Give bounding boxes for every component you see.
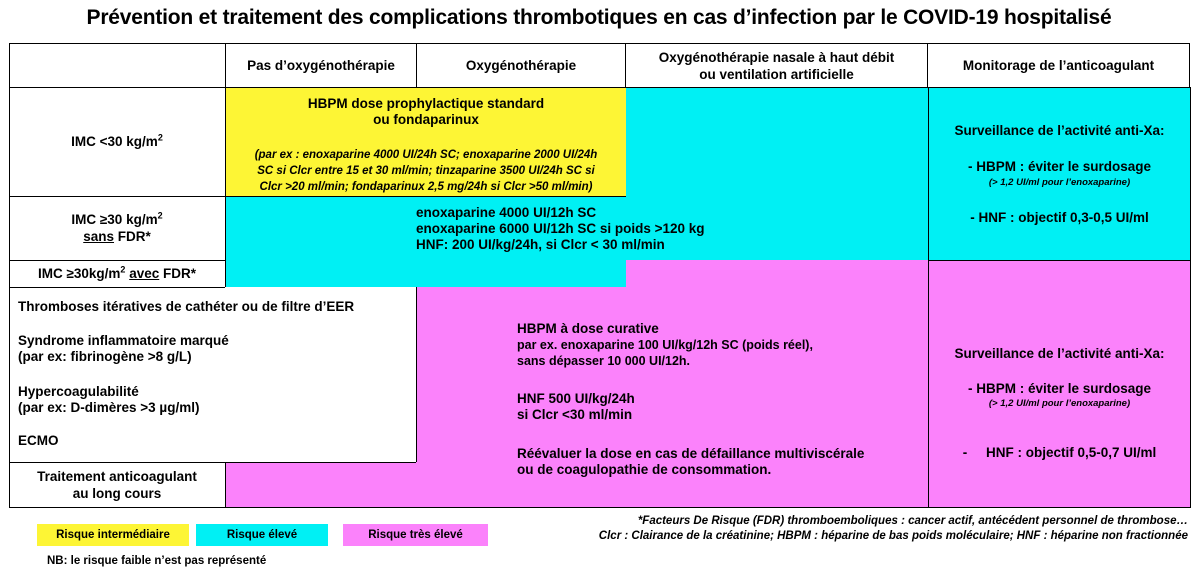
header-oxygen: Oxygénothérapie	[416, 43, 626, 88]
yellow-detail-line1: (par ex : enoxaparine 4000 UI/24h SC; enoxaparine 2000 UI/24h	[254, 149, 598, 161]
page-title: Prévention et traitement des complications thrombotiques en cas d’infection par le COVID-19 hospitalisé	[86, 6, 1112, 29]
row-imc-over-30-with-line	[38, 265, 196, 282]
risk-very-high-area	[416, 287, 928, 462]
pink-line1: HBPM à dose curative	[517, 321, 659, 336]
pink-line6: Réévaluer la dose en cas de défaillance multiviscérale	[517, 446, 865, 461]
pink-line7: ou de coagulopathie de consommation.	[517, 462, 772, 477]
cyan-line3: HNF: 200 UI/kg/24h, si Clcr < 30 ml/min	[416, 237, 665, 252]
criteria-ecmo: ECMO	[18, 433, 59, 448]
pink-line5: si Clcr <30 ml/min	[517, 407, 633, 422]
footnote-risk-factors: *Facteurs De Risque (FDR) thromboemboliques : cancer actif, antécédent personnel de thrombose…	[637, 515, 1188, 527]
row-long-term-line1: Traitement anticoagulant	[37, 468, 197, 484]
grid-line	[9, 287, 225, 288]
legend-high: Risque élevé	[196, 524, 328, 546]
monitor-bottom-line4: - HNF : objectif 0,5-0,7 UI/ml	[962, 445, 1157, 460]
header-high-flow-line2: ou ventilation artificielle	[699, 66, 854, 82]
cyan-line1: enoxaparine 4000 UI/12h SC	[416, 205, 597, 220]
underlined-avec: avec	[129, 266, 160, 281]
fdr-text: FDR*	[159, 266, 196, 281]
monitor-bottom-line3: (> 1,2 UI/ml pour l’enoxaparine)	[988, 398, 1131, 409]
yellow-detail-line2: SC si Clcr entre 15 et 30 ml/min; tinzaparine 3500 UI/24h SC si	[257, 165, 595, 177]
footnote-abbreviations: Clcr : Clairance de la créatinine; HBPM : héparine de bas poids moléculaire; HNF : héparine non fractionnée	[598, 530, 1188, 542]
criteria-hypercoag: Hypercoagulabilité	[18, 384, 139, 399]
header-high-flow-line1: Oxygénothérapie nasale à haut débit	[658, 49, 895, 65]
row-imc-over-30-without-rf	[9, 196, 225, 260]
yellow-title-line1: HBPM dose prophylactique standard	[307, 96, 545, 111]
grid-line	[9, 462, 416, 463]
legend-intermediate: Risque intermédiaire	[37, 524, 189, 546]
risk-high-area-top	[626, 87, 928, 196]
underlined-sans: sans	[83, 229, 115, 244]
row-imc-under-30-label	[71, 133, 163, 150]
criteria-hypercoag-detail: (par ex: D-dimères >3 µg/ml)	[18, 400, 200, 415]
risk-very-high-area-top	[626, 260, 928, 287]
criteria-catheter: Thromboses itératives de cathéter ou de filtre d’EER	[18, 299, 355, 314]
yellow-detail-line3: Clcr >20 ml/min; fondaparinux 2,5 mg/24h si Clcr >50 ml/min)	[259, 181, 593, 193]
grid-line	[9, 260, 225, 261]
monitor-top-line3: (> 1,2 UI/ml pour l’enoxaparine)	[988, 177, 1131, 188]
pink-line4: HNF 500 UI/kg/24h	[517, 391, 635, 406]
row-imc-over-30-without-line1	[71, 211, 162, 228]
header-monitoring: Monitorage de l’anticoagulant	[927, 43, 1190, 88]
cyan-line2: enoxaparine 6000 UI/12h SC si poids >120 kg	[416, 221, 705, 236]
grid-line	[225, 462, 226, 507]
note-low-risk: NB: le risque faible n’est pas représenté	[47, 555, 267, 567]
grid-line	[9, 196, 626, 197]
yellow-title-line2: ou fondaparinux	[373, 112, 479, 127]
row-long-term-line2: au long cours	[72, 485, 162, 501]
header-empty-cell	[9, 43, 226, 88]
row-imc-over-30-without-text: IMC ≥30 kg/m	[71, 212, 158, 227]
grid-line	[9, 87, 10, 508]
grid-line	[928, 260, 1190, 261]
row-long-term-anticoagulant	[9, 462, 225, 507]
monitor-bottom-line2: - HBPM : éviter le surdosage	[967, 381, 1152, 396]
monitor-top-line1: Surveillance de l’activité anti-Xa:	[954, 123, 1165, 138]
monitor-top-line4: - HNF : objectif 0,3-0,5 UI/ml	[970, 210, 1149, 225]
risk-high-area-bottom	[225, 260, 626, 287]
grid-line	[9, 87, 1190, 88]
grid-line	[9, 507, 1191, 508]
monitor-top-line2: - HBPM : éviter le surdosage	[967, 159, 1152, 174]
pink-line3: sans dépasser 10 000 UI/12h.	[517, 354, 691, 368]
criteria-inflammatory: Syndrome inflammatoire marqué	[18, 333, 229, 348]
header-high-flow	[625, 43, 928, 88]
header-no-oxygen: Pas d’oxygénothérapie	[225, 43, 417, 88]
grid-line	[416, 287, 417, 462]
row-imc-under-30	[9, 87, 225, 196]
pink-line2: par ex. enoxaparine 100 UI/kg/12h SC (poids réel),	[517, 338, 813, 352]
legend-very-high: Risque très élevé	[343, 524, 488, 546]
monitor-bottom-line1: Surveillance de l’activité anti-Xa:	[954, 346, 1165, 361]
grid-line	[1190, 87, 1191, 508]
row-imc-under-30-text: IMC <30 kg/m	[71, 134, 158, 149]
row-imc-over-30-with-text: IMC ≥30kg/m	[37, 266, 121, 281]
criteria-inflammatory-detail: (par ex: fibrinogène >8 g/L)	[18, 349, 192, 364]
row-imc-over-30-with-rf	[9, 260, 225, 287]
fdr-text: FDR*	[114, 229, 151, 244]
superscript-2: 2	[157, 132, 163, 143]
row-imc-over-30-without-line2	[83, 228, 151, 245]
superscript-2: 2	[157, 210, 163, 221]
superscript-2: 2	[120, 264, 126, 275]
